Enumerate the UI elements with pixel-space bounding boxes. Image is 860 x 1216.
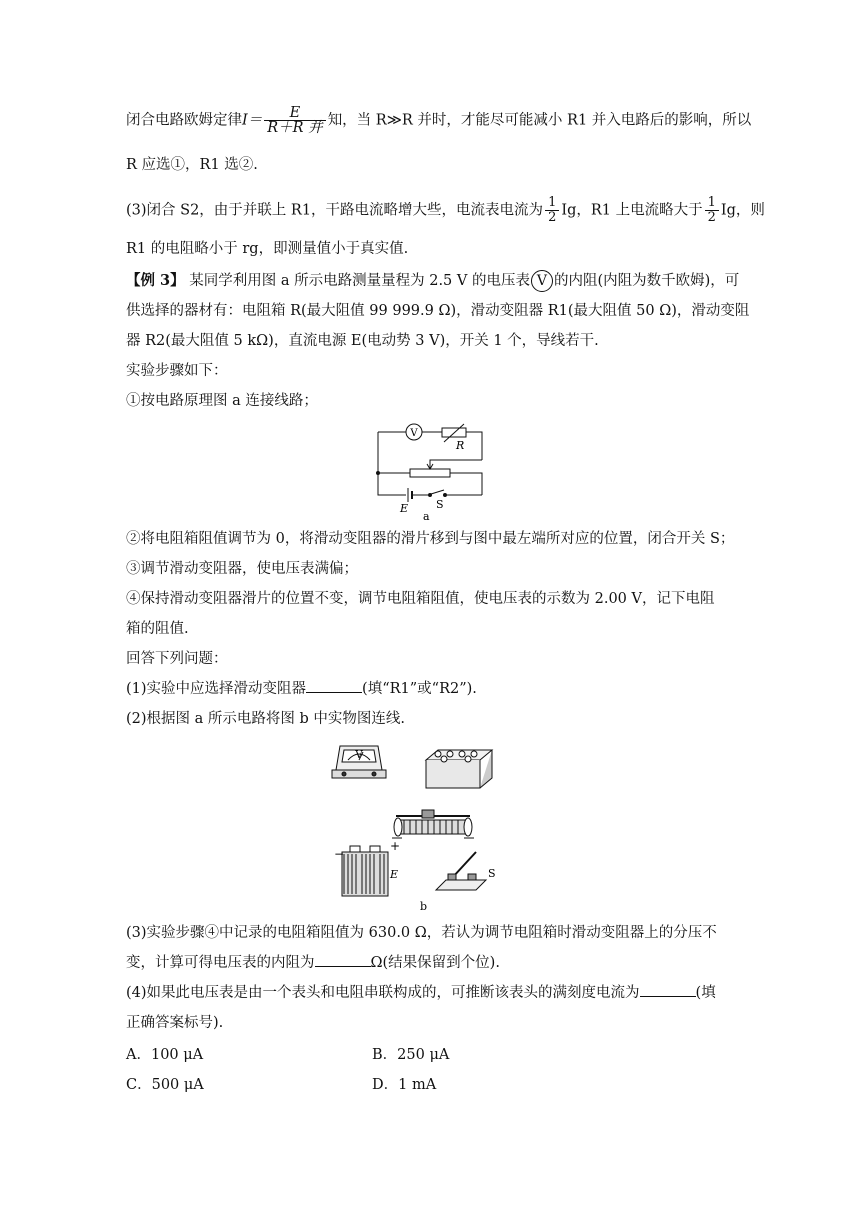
question-4-line-2: 正确答案标号). bbox=[126, 1015, 224, 1031]
question-3-line-1: (3)实验步骤④中记录的电阻箱阻值为 630.0 Ω，若认为调节电阻箱时滑动变阻器上的分压不 bbox=[126, 925, 717, 941]
text-line-12: ④保持滑动变阻器滑片的位置不变，调节电阻箱阻值，使电压表的示数为 2.00 V，记下电阻 bbox=[126, 591, 715, 607]
formula-denominator: R＋R 并 bbox=[267, 120, 323, 136]
question-4-hint: (填 bbox=[695, 985, 716, 1001]
switch-drawing bbox=[436, 852, 486, 890]
line-3-part-a: (3)闭合 S2，由于并联上 R1，干路电流略增大些，电流表电流为 bbox=[126, 202, 544, 219]
text-line-9: ①按电路原理图 a 连接线路； bbox=[126, 393, 318, 409]
example-3-line bbox=[126, 270, 739, 292]
line-3-part-c: Ig，则 bbox=[720, 202, 765, 219]
fig-b-meter-label: V bbox=[355, 750, 363, 761]
fig-b-e-label: E bbox=[390, 868, 399, 881]
question-3-text: 变，计算可得电压表的内阻为 bbox=[126, 955, 315, 971]
example-tag: 【例 3】 bbox=[126, 272, 185, 289]
example-3-part-b: 的内阻(内阻为数千欧姆)，可 bbox=[553, 273, 740, 289]
question-1-text: (1)实验中应选择滑动变阻器 bbox=[126, 681, 307, 697]
fig-a-s-label: S bbox=[436, 498, 444, 511]
text-line-14: 回答下列问题： bbox=[126, 651, 228, 667]
fig-b-s-label: S bbox=[488, 867, 496, 880]
question-2: (2)根据图 a 所示电路将图 b 中实物图连线. bbox=[126, 711, 406, 727]
question-1 bbox=[126, 678, 477, 700]
rheostat-drawing bbox=[392, 810, 474, 838]
fig-a-e-label: E bbox=[400, 502, 409, 515]
fig-b-minus: − bbox=[334, 847, 345, 861]
circuit-diagram-a bbox=[370, 420, 490, 525]
rheostat bbox=[410, 469, 450, 477]
question-3-hint: Ω(结果保留到个位). bbox=[370, 955, 500, 971]
option-b[interactable]: B．250 μA bbox=[372, 1047, 450, 1063]
battery-drawing bbox=[342, 846, 388, 896]
fig-b-caption: b bbox=[420, 900, 428, 912]
line-1-suffix: 知，当 R≫R 并时，才能尽可能减小 R1 并入电路后的影响，所以 bbox=[327, 112, 752, 129]
text-line-8: 实验步骤如下： bbox=[126, 363, 228, 379]
fig-a-caption: a bbox=[423, 510, 430, 523]
half-2-den: 2 bbox=[707, 210, 716, 225]
option-d[interactable]: D．1 mA bbox=[372, 1077, 437, 1093]
text-line-2: R 应选①，R1 选②. bbox=[126, 157, 258, 173]
text-line-11: ③调节滑动变阻器，使电压表满偏； bbox=[126, 561, 358, 577]
half-1-den: 2 bbox=[548, 210, 557, 225]
half-1-num: 1 bbox=[545, 196, 559, 211]
fig-a-r-label: R bbox=[456, 439, 465, 452]
question-1-hint: (填“R1”或“R2”). bbox=[362, 681, 477, 697]
text-line-10: ②将电阻箱阻值调节为 0，将滑动变阻器的滑片移到与图中最左端所对应的位置，闭合开关 S； bbox=[126, 531, 735, 547]
resistance-box-drawing bbox=[426, 750, 492, 788]
formula-numerator: E bbox=[264, 106, 325, 121]
question-3-line-2 bbox=[126, 952, 500, 974]
text-line-7: 器 R2(最大阻值 5 kΩ)，直流电源 E(电动势 3 V)，开关 1 个，导线若干. bbox=[126, 333, 599, 349]
line-3-part-b: Ig，R1 上电流略大于 bbox=[561, 202, 703, 219]
formula-lhs: I＝ bbox=[242, 112, 263, 129]
line-1-prefix: 闭合电路欧姆定律 bbox=[126, 112, 242, 129]
fraction-half-2 bbox=[705, 196, 719, 225]
answer-blank-3[interactable] bbox=[315, 952, 371, 967]
text-line-4: R1 的电阻略小于 rg，即测量值小于真实值. bbox=[126, 241, 409, 257]
half-2-num: 1 bbox=[705, 196, 719, 211]
fig-a-meter-label: V bbox=[410, 428, 418, 439]
text-line-6: 供选择的器材有：电阻箱 R(最大阻值 99 999.9 Ω)，滑动变阻器 R1(最大阻值 50 Ω)，滑动变阻 bbox=[126, 303, 750, 319]
text-line-3 bbox=[126, 196, 765, 225]
text-line-13: 箱的阻值. bbox=[126, 621, 189, 637]
text-line-1 bbox=[126, 106, 751, 135]
fig-b-plus: + bbox=[390, 839, 401, 853]
fraction-half-1 bbox=[545, 196, 559, 225]
formula-fraction bbox=[264, 106, 325, 135]
answer-blank-4[interactable] bbox=[640, 982, 696, 997]
apparatus-diagram-b bbox=[330, 740, 530, 912]
option-a[interactable]: A．100 μA bbox=[126, 1047, 204, 1063]
question-4-text: (4)如果此电压表是由一个表头和电阻串联构成的，可推断该表头的满刻度电流为 bbox=[126, 985, 640, 1001]
example-3-part-a: 某同学利用图 a 所示电路测量量程为 2.5 V 的电压表 bbox=[189, 273, 530, 289]
question-4-line-1 bbox=[126, 982, 716, 1004]
voltmeter-symbol: V bbox=[531, 270, 553, 292]
option-c[interactable]: C．500 μA bbox=[126, 1077, 204, 1093]
answer-blank-1[interactable] bbox=[306, 678, 362, 693]
